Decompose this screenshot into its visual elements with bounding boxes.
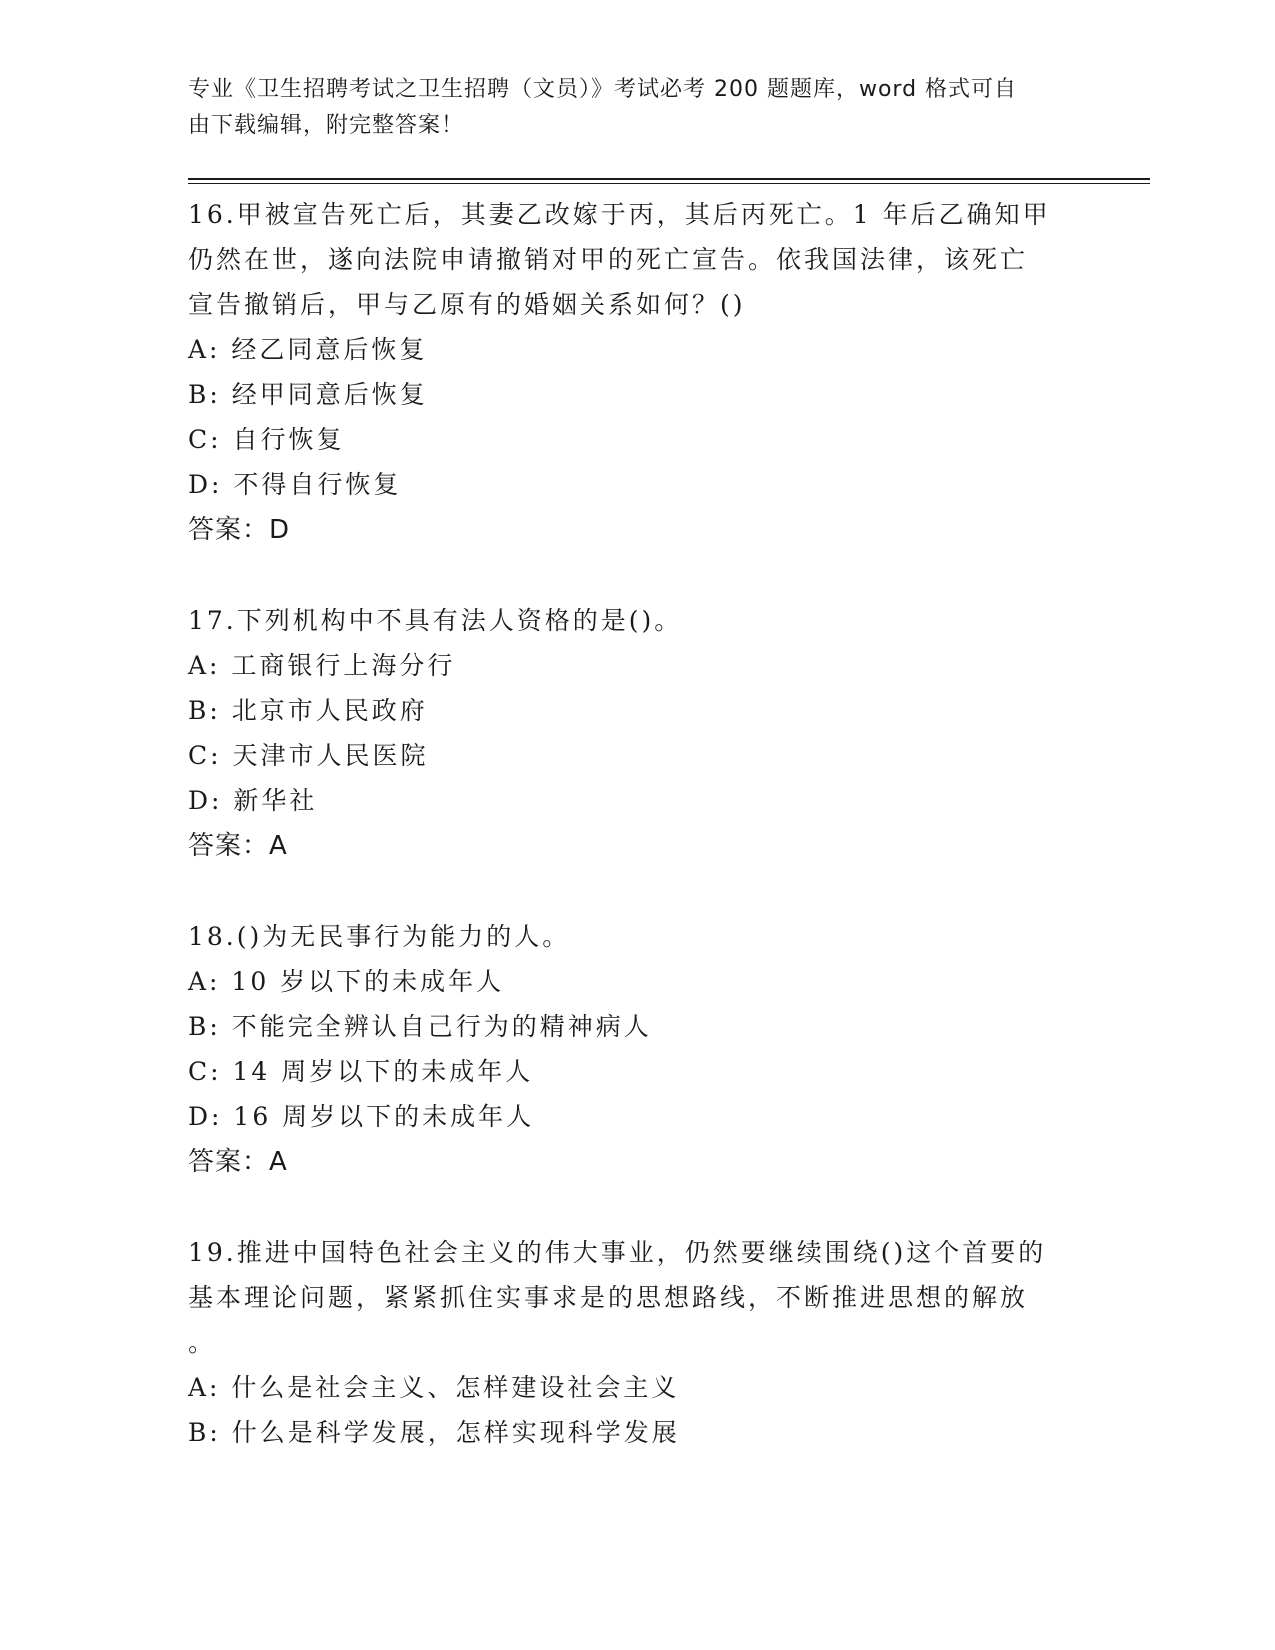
question-19 <box>188 1230 1088 1455</box>
answer-label: 答案：A <box>188 831 288 861</box>
option-b: B: 经甲同意后恢复 <box>188 380 428 409</box>
option-b: B: 北京市人民政府 <box>188 696 428 725</box>
option-d: D: 新华社 <box>188 786 318 815</box>
question-stem-line: 。 <box>188 1328 217 1357</box>
answer-label: 答案：A <box>188 1147 288 1177</box>
question-stem-line: 宣告撤销后，甲与乙原有的婚姻关系如何？() <box>188 290 746 319</box>
option-d: D: 不得自行恢复 <box>188 470 402 499</box>
option-a: A: 10 岁以下的未成年人 <box>188 967 505 996</box>
header-divider-thin <box>188 183 1150 184</box>
header-divider-thick <box>188 178 1150 180</box>
answer-label: 答案：D <box>188 515 291 545</box>
option-c: C: 自行恢复 <box>188 425 345 454</box>
question-list <box>188 192 1088 1500</box>
question-17 <box>188 598 1088 869</box>
header-line-1: 专业《卫生招聘考试之卫生招聘（文员）》考试必考 200 题题库，word 格式可自 <box>188 77 1018 102</box>
question-stem-line: 18.()为无民事行为能力的人。 <box>188 922 571 951</box>
option-a: A: 工商银行上海分行 <box>188 651 456 680</box>
question-stem-line: 19.推进中国特色社会主义的伟大事业，仍然要继续围绕()这个首要的 <box>188 1238 1047 1267</box>
option-b: B: 什么是科学发展，怎样实现科学发展 <box>188 1418 680 1447</box>
question-stem-line: 17.下列机构中不具有法人资格的是()。 <box>188 606 683 635</box>
question-16 <box>188 192 1088 553</box>
option-b: B: 不能完全辨认自己行为的精神病人 <box>188 1012 652 1041</box>
option-c: C: 天津市人民医院 <box>188 741 429 770</box>
option-c: C: 14 周岁以下的未成年人 <box>188 1057 534 1086</box>
question-stem-line: 16.甲被宣告死亡后，其妻乙改嫁于丙，其后丙死亡。1 年后乙确知甲 <box>188 200 1051 229</box>
option-a: A: 什么是社会主义、怎样建设社会主义 <box>188 1373 680 1402</box>
question-18 <box>188 914 1088 1185</box>
header-line-2: 由下载编辑，附完整答案！ <box>188 113 465 138</box>
option-a: A: 经乙同意后恢复 <box>188 335 428 364</box>
question-stem-line: 仍然在世，遂向法院申请撤销对甲的死亡宣告。依我国法律，该死亡 <box>188 245 1029 274</box>
document-header <box>188 72 1088 144</box>
option-d: D: 16 周岁以下的未成年人 <box>188 1102 535 1131</box>
question-stem-line: 基本理论问题，紧紧抓住实事求是的思想路线，不断推进思想的解放 <box>188 1283 1029 1312</box>
